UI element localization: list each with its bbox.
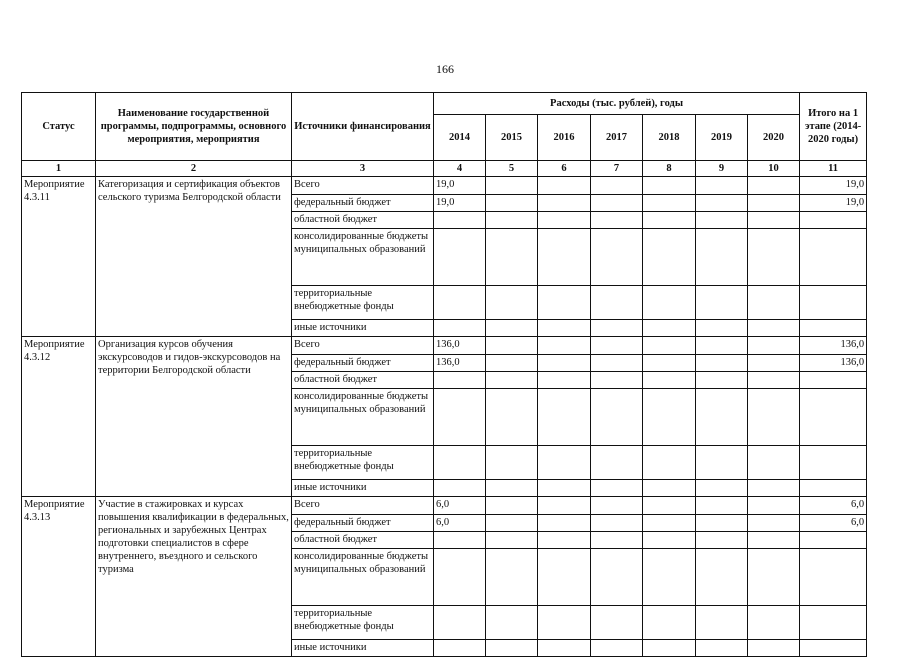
column-number: 10: [748, 161, 800, 177]
header-status: Статус: [22, 93, 96, 161]
value-2014: 19,0: [434, 177, 486, 195]
empty-year-cell: [486, 355, 538, 372]
header-year: 2014: [434, 115, 486, 161]
empty-year-cell: [591, 549, 643, 606]
activity-name: Категоризация и сертификация объектов сельского туризма Белгородской области: [96, 177, 292, 337]
empty-year-cell: [538, 640, 591, 657]
value-2014: [434, 549, 486, 606]
header-year: 2019: [696, 115, 748, 161]
value-total: [800, 389, 867, 446]
column-number: 3: [292, 161, 434, 177]
empty-year-cell: [643, 337, 696, 355]
value-2014: [434, 286, 486, 320]
column-number: 5: [486, 161, 538, 177]
empty-year-cell: [538, 337, 591, 355]
empty-year-cell: [643, 372, 696, 389]
empty-year-cell: [591, 606, 643, 640]
empty-year-cell: [643, 355, 696, 372]
value-total: [800, 480, 867, 497]
value-2014: [434, 229, 486, 286]
empty-year-cell: [538, 229, 591, 286]
empty-year-cell: [591, 320, 643, 337]
column-number: 11: [800, 161, 867, 177]
empty-year-cell: [696, 606, 748, 640]
empty-year-cell: [591, 195, 643, 212]
funding-source: федеральный бюджет: [292, 355, 434, 372]
empty-year-cell: [643, 389, 696, 446]
empty-year-cell: [696, 372, 748, 389]
column-number: 4: [434, 161, 486, 177]
empty-year-cell: [748, 320, 800, 337]
page-number: 166: [436, 62, 454, 76]
value-total: [800, 606, 867, 640]
value-2014: 136,0: [434, 337, 486, 355]
empty-year-cell: [538, 320, 591, 337]
value-2014: 6,0: [434, 497, 486, 515]
empty-year-cell: [591, 446, 643, 480]
empty-year-cell: [486, 320, 538, 337]
value-total: 6,0: [800, 515, 867, 532]
empty-year-cell: [643, 532, 696, 549]
column-number: 7: [591, 161, 643, 177]
empty-year-cell: [538, 549, 591, 606]
empty-year-cell: [643, 640, 696, 657]
empty-year-cell: [748, 480, 800, 497]
funding-source: территориальные внебюджетные фонды: [292, 286, 434, 320]
empty-year-cell: [538, 177, 591, 195]
empty-year-cell: [538, 480, 591, 497]
empty-year-cell: [696, 446, 748, 480]
funding-source: областной бюджет: [292, 372, 434, 389]
activity-status: Мероприятие 4.3.12: [22, 337, 96, 497]
header-year: 2015: [486, 115, 538, 161]
empty-year-cell: [591, 389, 643, 446]
value-2014: [434, 212, 486, 229]
empty-year-cell: [748, 195, 800, 212]
value-2014: 6,0: [434, 515, 486, 532]
value-2014: [434, 480, 486, 497]
empty-year-cell: [696, 355, 748, 372]
empty-year-cell: [643, 195, 696, 212]
empty-year-cell: [748, 372, 800, 389]
value-total: 136,0: [800, 355, 867, 372]
empty-year-cell: [748, 286, 800, 320]
empty-year-cell: [696, 640, 748, 657]
value-total: [800, 549, 867, 606]
empty-year-cell: [696, 320, 748, 337]
empty-year-cell: [748, 640, 800, 657]
empty-year-cell: [591, 229, 643, 286]
value-total: [800, 532, 867, 549]
empty-year-cell: [486, 446, 538, 480]
value-2014: 19,0: [434, 195, 486, 212]
table-row: [22, 177, 867, 195]
value-2014: [434, 606, 486, 640]
empty-year-cell: [643, 549, 696, 606]
activity-name: Организация курсов обучения экскурсоводов и гидов-экскурсоводов на территории Белгородской области: [96, 337, 292, 497]
empty-year-cell: [696, 515, 748, 532]
empty-year-cell: [486, 480, 538, 497]
empty-year-cell: [486, 212, 538, 229]
empty-year-cell: [591, 497, 643, 515]
header-year: 2020: [748, 115, 800, 161]
empty-year-cell: [748, 446, 800, 480]
empty-year-cell: [538, 532, 591, 549]
empty-year-cell: [591, 212, 643, 229]
funding-source: областной бюджет: [292, 532, 434, 549]
header-year: 2018: [643, 115, 696, 161]
empty-year-cell: [538, 195, 591, 212]
empty-year-cell: [696, 497, 748, 515]
column-number: 2: [96, 161, 292, 177]
empty-year-cell: [591, 286, 643, 320]
empty-year-cell: [538, 497, 591, 515]
funding-source: консолидированные бюджеты муниципальных образований: [292, 389, 434, 446]
empty-year-cell: [696, 549, 748, 606]
empty-year-cell: [591, 640, 643, 657]
empty-year-cell: [696, 177, 748, 195]
empty-year-cell: [486, 640, 538, 657]
empty-year-cell: [486, 372, 538, 389]
value-total: 136,0: [800, 337, 867, 355]
empty-year-cell: [643, 497, 696, 515]
empty-year-cell: [696, 532, 748, 549]
empty-year-cell: [748, 515, 800, 532]
empty-year-cell: [696, 229, 748, 286]
empty-year-cell: [538, 355, 591, 372]
value-2014: [434, 640, 486, 657]
empty-year-cell: [538, 286, 591, 320]
empty-year-cell: [696, 286, 748, 320]
column-number: 8: [643, 161, 696, 177]
empty-year-cell: [486, 286, 538, 320]
column-number: 6: [538, 161, 591, 177]
funding-source: иные источники: [292, 640, 434, 657]
empty-year-cell: [486, 195, 538, 212]
value-2014: [434, 532, 486, 549]
funding-source: консолидированные бюджеты муниципальных образований: [292, 229, 434, 286]
funding-source: Всего: [292, 177, 434, 195]
empty-year-cell: [643, 177, 696, 195]
funding-source: Всего: [292, 337, 434, 355]
empty-year-cell: [748, 212, 800, 229]
column-number: 1: [22, 161, 96, 177]
funding-source: территориальные внебюджетные фонды: [292, 606, 434, 640]
empty-year-cell: [696, 389, 748, 446]
value-total: [800, 446, 867, 480]
empty-year-cell: [486, 497, 538, 515]
empty-year-cell: [538, 212, 591, 229]
empty-year-cell: [486, 177, 538, 195]
value-2014: [434, 389, 486, 446]
empty-year-cell: [748, 389, 800, 446]
empty-year-cell: [538, 446, 591, 480]
empty-year-cell: [643, 212, 696, 229]
empty-year-cell: [748, 549, 800, 606]
empty-year-cell: [643, 446, 696, 480]
empty-year-cell: [591, 337, 643, 355]
activity-status: Мероприятие 4.3.13: [22, 497, 96, 657]
empty-year-cell: [591, 480, 643, 497]
value-2014: 136,0: [434, 355, 486, 372]
empty-year-cell: [696, 212, 748, 229]
empty-year-cell: [486, 549, 538, 606]
value-total: 19,0: [800, 195, 867, 212]
value-total: [800, 286, 867, 320]
empty-year-cell: [748, 606, 800, 640]
funding-source: иные источники: [292, 480, 434, 497]
empty-year-cell: [486, 229, 538, 286]
value-total: 6,0: [800, 497, 867, 515]
header-year: 2017: [591, 115, 643, 161]
empty-year-cell: [696, 480, 748, 497]
table-row: [22, 337, 867, 355]
empty-year-cell: [486, 337, 538, 355]
empty-year-cell: [748, 497, 800, 515]
value-total: [800, 212, 867, 229]
header-name: Наименование государственной программы, подпрограммы, основного мероприятия, мероприятия: [96, 93, 292, 161]
value-2014: [434, 372, 486, 389]
empty-year-cell: [643, 320, 696, 337]
empty-year-cell: [538, 389, 591, 446]
value-total: 19,0: [800, 177, 867, 195]
funding-source: Всего: [292, 497, 434, 515]
activity-name: Участие в стажировках и курсах повышения квалификации в федеральных, региональных и зарубежных Центрах подготовки специалистов в сфере внутреннего, въездного и сельского туризма: [96, 497, 292, 657]
empty-year-cell: [538, 515, 591, 532]
value-total: [800, 229, 867, 286]
empty-year-cell: [486, 606, 538, 640]
empty-year-cell: [748, 337, 800, 355]
column-number: 9: [696, 161, 748, 177]
empty-year-cell: [643, 286, 696, 320]
empty-year-cell: [748, 177, 800, 195]
empty-year-cell: [538, 372, 591, 389]
empty-year-cell: [591, 177, 643, 195]
funding-source: федеральный бюджет: [292, 515, 434, 532]
empty-year-cell: [643, 515, 696, 532]
value-2014: [434, 446, 486, 480]
table-row: [22, 497, 867, 515]
funding-source: территориальные внебюджетные фонды: [292, 446, 434, 480]
empty-year-cell: [748, 532, 800, 549]
value-total: [800, 320, 867, 337]
header-total: Итого на 1 этапе (2014-2020 годы): [800, 93, 867, 161]
empty-year-cell: [643, 229, 696, 286]
value-2014: [434, 320, 486, 337]
empty-year-cell: [591, 372, 643, 389]
funding-source: федеральный бюджет: [292, 195, 434, 212]
empty-year-cell: [748, 355, 800, 372]
empty-year-cell: [748, 229, 800, 286]
funding-source: областной бюджет: [292, 212, 434, 229]
value-total: [800, 640, 867, 657]
empty-year-cell: [591, 355, 643, 372]
funding-source: иные источники: [292, 320, 434, 337]
empty-year-cell: [643, 480, 696, 497]
empty-year-cell: [591, 515, 643, 532]
header-expenses: Расходы (тыс. рублей), годы: [434, 93, 800, 115]
activity-status: Мероприятие 4.3.11: [22, 177, 96, 337]
empty-year-cell: [696, 195, 748, 212]
empty-year-cell: [486, 389, 538, 446]
funding-source: консолидированные бюджеты муниципальных образований: [292, 549, 434, 606]
empty-year-cell: [591, 532, 643, 549]
empty-year-cell: [538, 606, 591, 640]
header-sources: Источники финансирования: [292, 93, 434, 161]
empty-year-cell: [696, 337, 748, 355]
empty-year-cell: [486, 532, 538, 549]
value-total: [800, 372, 867, 389]
empty-year-cell: [643, 606, 696, 640]
empty-year-cell: [486, 515, 538, 532]
budget-table: [21, 92, 867, 657]
header-year: 2016: [538, 115, 591, 161]
